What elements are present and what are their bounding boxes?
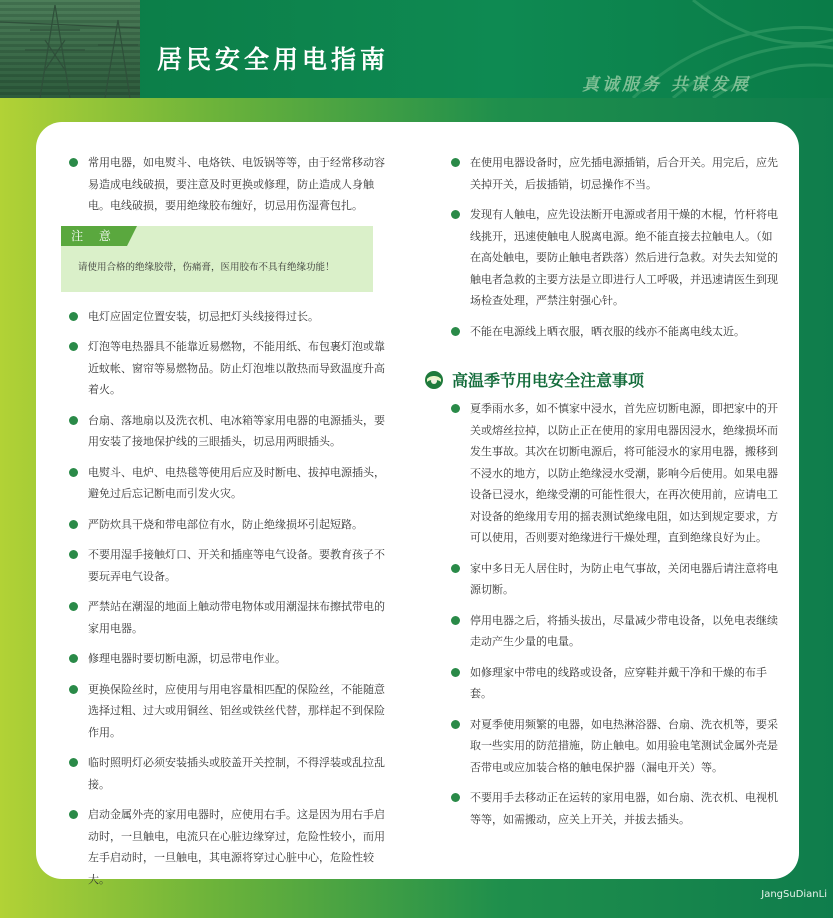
bullet-icon [69,602,78,611]
list-item: 停用电器之后，将插头拔出，尽量减少带电设备，以免电表继续走动产生少量的电量。 [448,610,778,653]
bullet-icon [451,616,460,625]
bullet-icon [451,668,460,677]
list-item: 严防炊具干烧和带电部位有水，防止绝缘损坏引起短路。 [66,514,386,536]
list-item: 临时照明灯必须安装插头或胶盖开关控制，不得浮装或乱拉乱接。 [66,752,386,795]
note-box [61,226,373,292]
note-label: 注 意 [61,226,127,246]
content-panel [36,122,799,886]
slogan: 真诚服务 共谋发展 [582,75,751,95]
list-item: 如修理家中带电的线路或设备，应穿鞋并戴干净和干燥的布手套。 [448,662,778,705]
list-item: 不能在电源线上晒衣服，晒衣服的线亦不能离电线太近。 [448,321,778,343]
list-item: 不要用手去移动正在运转的家用电器，如台扇、洗衣机、电视机等等，如需搬动，应关上开关，并拔去插头。 [448,787,778,830]
bullet-icon [451,564,460,573]
list-item: 严禁站在潮湿的地面上触动带电物体或用潮湿抹布擦拭带电的家用电器。 [66,596,386,639]
bullet-icon [69,810,78,819]
bullet-icon [451,327,460,336]
bullet-icon [69,468,78,477]
list-item: 台扇、落地扇以及洗衣机、电冰箱等家用电器的电源插头，要用安装了接地保护线的三眼插头，切忌用两眼插头。 [66,410,386,453]
list-item: 在使用电器设备时，应先插电源插销，后合开关。用完后，应先关掉开关，后拔插销，切忌操作不当。 [448,152,778,195]
bullet-icon [451,210,460,219]
left-column [66,152,386,899]
page-title: 居民安全用电指南 [157,45,390,74]
list-item: 修理电器时要切断电源，切忌带电作业。 [66,648,386,670]
list-item: 家中多日无人居住时，为防止电气事故，关闭电器后请注意将电源切断。 [448,558,778,601]
bullet-icon [451,720,460,729]
bullet-icon [451,158,460,167]
bullet-icon [451,793,460,802]
bullet-icon [451,404,460,413]
list-item: 常用电器，如电熨斗、电烙铁、电饭锅等等，由于经常移动容易造成电线破损，要注意及时更换或修理，防止造成人身触电。电线破损，要用绝缘胶布缠好，切忌用伤湿膏包扎。 [66,152,386,217]
header-banner [0,0,833,98]
right-column [448,152,778,839]
list-item: 对夏季使用频繁的电器，如电热淋浴器、台扇、洗衣机等，要采取一些实用的防范措施，防止触电。如用验电笔测试金属外壳是否带电或应加装合格的触电保护器（漏电开关）等。 [448,714,778,779]
watermark: JangSuDianLi [761,889,827,900]
bullet-icon [69,550,78,559]
bullet-icon [69,758,78,767]
bullet-icon [69,685,78,694]
bullet-icon [69,342,78,351]
section-title: 高温季节用电安全注意事项 [424,368,778,394]
bullet-icon [69,312,78,321]
list-item: 电灯应固定位置安装，切忌把灯头线接得过长。 [66,306,386,328]
bullet-icon [69,654,78,663]
globe-badge-icon [424,370,444,390]
list-item: 电熨斗、电炉、电热毯等使用后应及时断电、拔掉电源插头，避免过后忘记断电而引发火灾。 [66,462,386,505]
list-item: 灯泡等电热器具不能靠近易燃物，不能用纸、布包裹灯泡或靠近蚊帐、窗帘等易燃物品。防止灯泡堆以散热而导致温度升高着火。 [66,336,386,401]
note-text: 请使用合格的绝缘胶带，伤痛膏，医用胶布不具有绝缘功能！ [78,261,335,273]
list-item: 启动金属外壳的家用电器时，应使用右手。这是因为用右手启动时，一旦触电，电流只在心脏边缘穿过，危险性较小，而用左手启动时，一旦触电，其电源将穿过心脏中心，危险性较大。 [66,804,386,890]
list-item: 不要用湿手接触灯口、开关和插座等电气设备。要教育孩子不要玩弄电气设备。 [66,544,386,587]
list-item: 夏季雨水多，如不慎家中浸水，首先应切断电源，即把家中的开关或熔丝拉掉，以防止正在使用的家用电器因浸水，绝缘损坏而发生事故。其次在切断电源后，将可能浸水的家用电器，搬移到不浸水的地方，以防止绝缘浸水受潮，影响今后使用。如果电器设备已浸水，绝缘受潮的可能性很大，在再次使用前，应请电工对设备的绝缘用专用的摇表测试绝缘电阻，如达到规定要求，方可以使用，否则要对绝缘进行干燥处理，直到绝缘良好为止。 [448,398,778,549]
bullet-icon [69,416,78,425]
list-item: 更换保险丝时，应使用与用电容量相匹配的保险丝，不能随意选择过粗、过大或用铜丝、铝丝或铁丝代替，那样起不到保险作用。 [66,679,386,744]
power-tower-photo [0,0,140,98]
list-item: 发现有人触电，应先设法断开电源或者用干燥的木棍，竹杆将电线挑开，迅速使触电人脱离电源。绝不能直接去拉触电人。（如在高处触电，要防止触电者跌落）然后进行急救。对失去知觉的触电者急救的主要方法是立即进行人工呼吸，并迅速请医生到现场检查处理，严禁注射强心针。 [448,204,778,312]
bullet-icon [69,520,78,529]
bullet-icon [69,158,78,167]
